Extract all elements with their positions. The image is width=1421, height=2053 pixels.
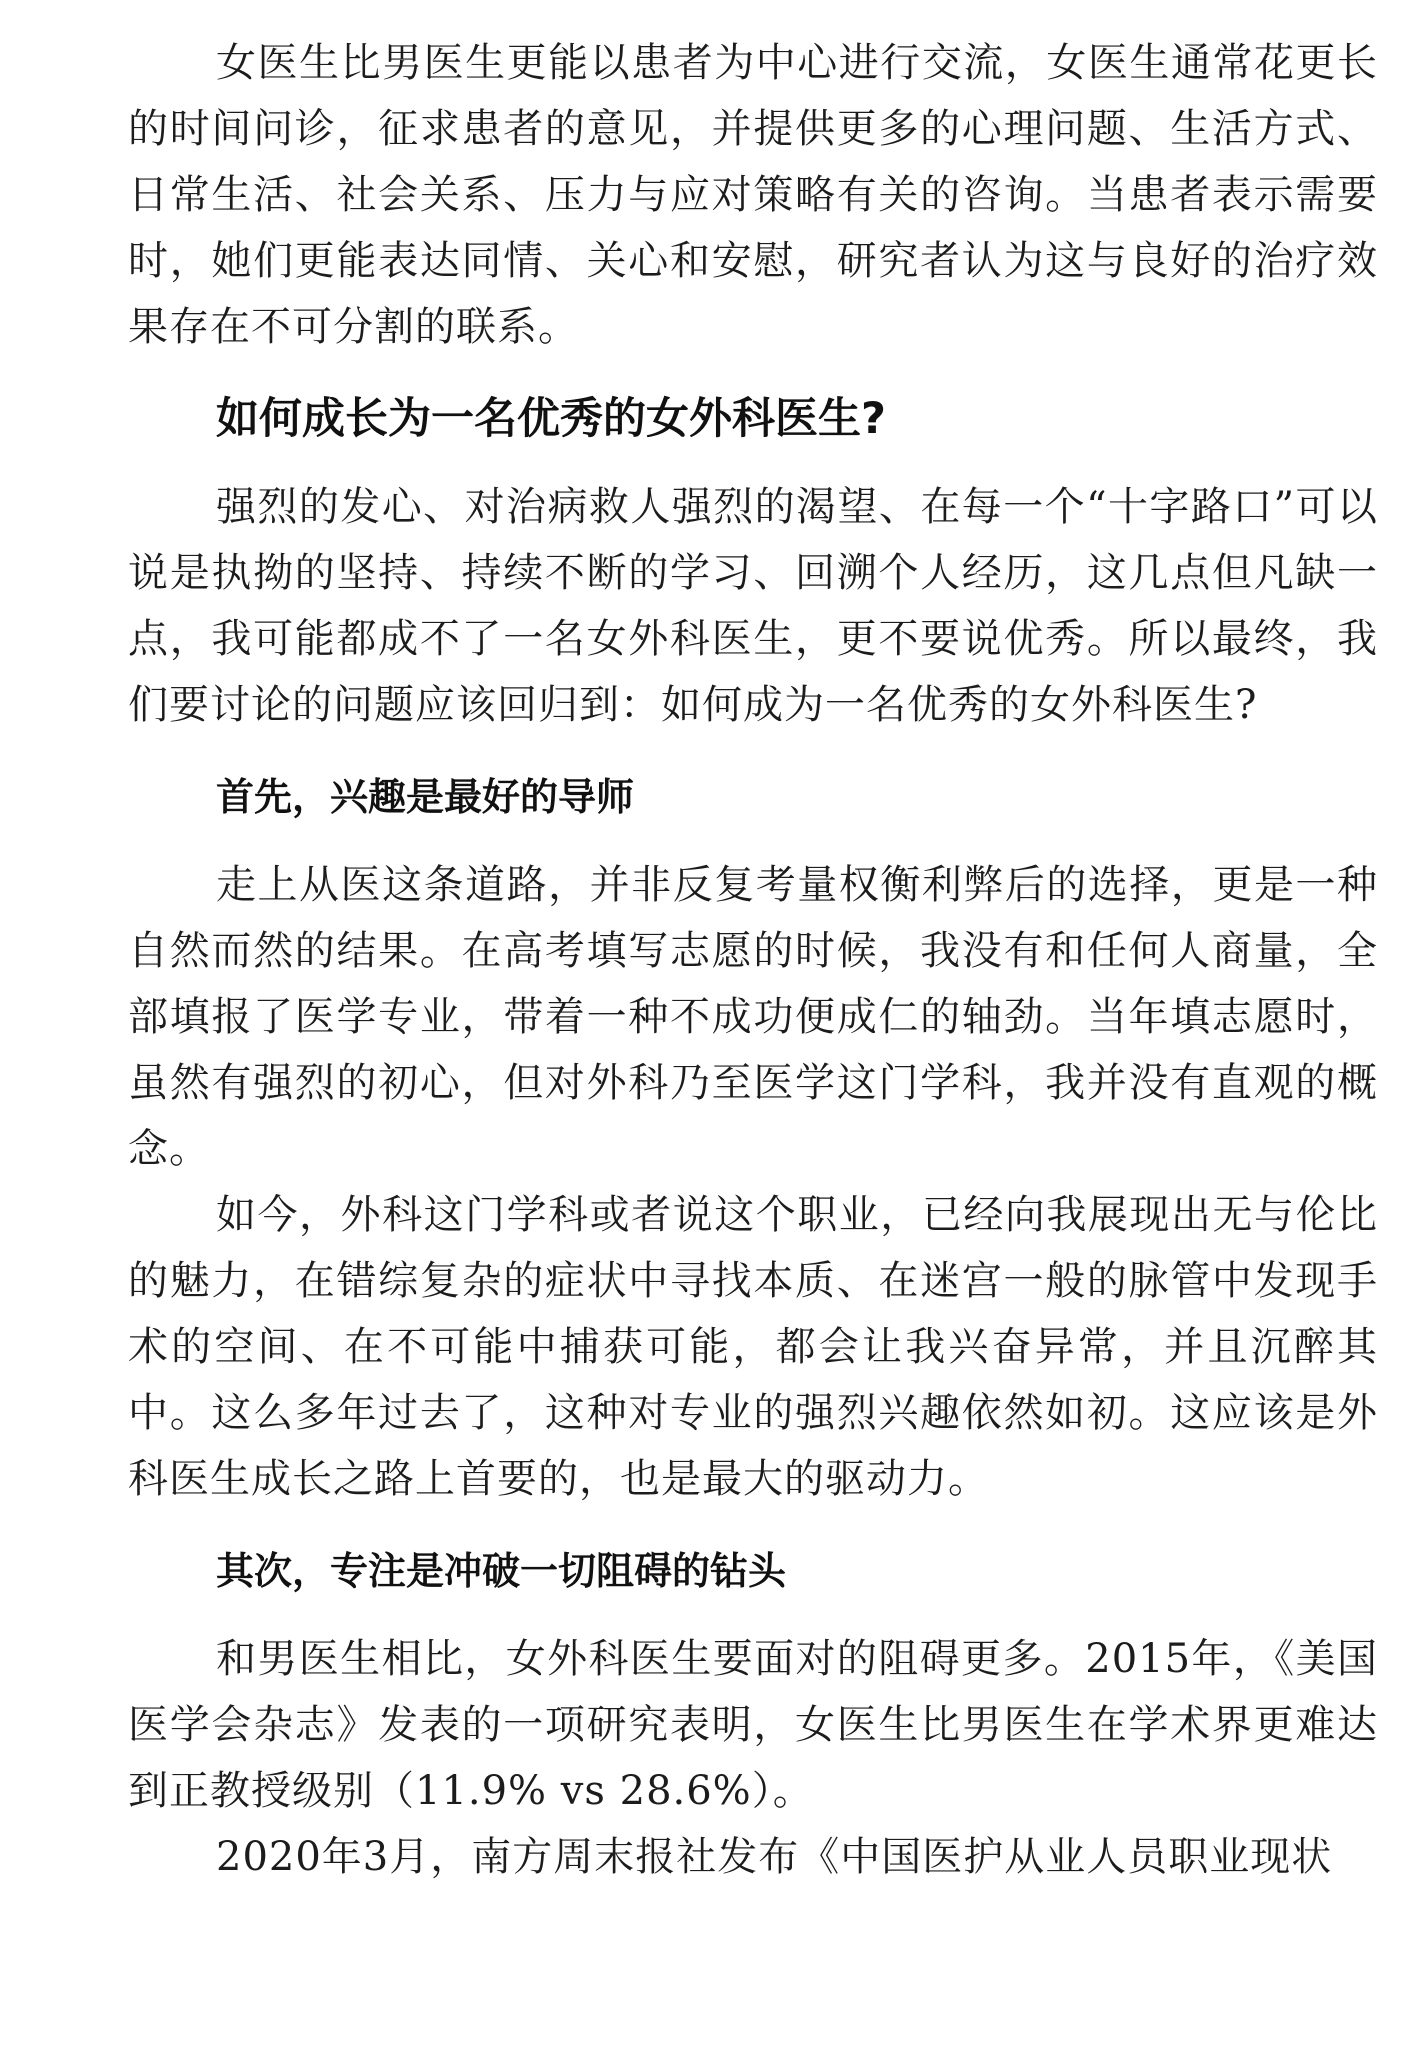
paragraph-obstacles: 和男医生相比，女外科医生要面对的阻碍更多。2015年，《美国医学会杂志》发表的一项研究表明，女医生比男医生在学术界更难达到正教授级别（11.9% vs 28.6%）。	[128, 1636, 1378, 1814]
section-heading-how-to-grow: 如何成长为一名优秀的女外科医生?	[216, 394, 886, 444]
paragraph-surgery-charm: 如今，外科这门学科或者说这个职业，已经向我展现出无与伦比的魅力，在错综复杂的症状中寻找本质、在迷宫一般的脉管中发现手术的空间、在不可能中捕获可能，都会让我兴奋异常，并且沉醉其中。这么多年过去了，这种对专业的强烈兴趣依然如初。这应该是外科医生成长之路上首要的，也是最大的驱动力。	[128, 1192, 1378, 1502]
paragraph-qualities: 强烈的发心、对治病救人强烈的渴望、在每一个“十字路口”可以说是执拗的坚持、持续不断的学习、回溯个人经历，这几点但凡缺一点，我可能都成不了一名女外科医生，更不要说优秀。所以最终，我们要讨论的问题应该回归到：如何成为一名优秀的女外科医生?	[128, 484, 1378, 728]
paragraph-female-doctors-communication: 女医生比男医生更能以患者为中心进行交流，女医生通常花更长的时间问诊，征求患者的意见，并提供更多的心理问题、生活方式、日常生活、社会关系、压力与应对策略有关的咨询。当患者表示需要时，她们更能表达同情、关心和安慰，研究者认为这与良好的治疗效果存在不可分割的联系。	[128, 40, 1378, 350]
paragraph-choosing-medicine: 走上从医这条道路，并非反复考量权衡利弊后的选择，更是一种自然而然的结果。在高考填写志愿的时候，我没有和任何人商量，全部填报了医学专业，带着一种不成功便成仁的轴劲。当年填志愿时，虽然有强烈的初心，但对外科乃至医学这门学科，我并没有直观的概念。	[128, 862, 1378, 1172]
paragraph-report-2020: 2020年3月，南方周末报社发布《中国医护从业人员职业现状	[216, 1834, 1333, 1880]
subheading-focus: 其次，专注是冲破一切阻碍的钻头	[216, 1549, 787, 1593]
subheading-interest: 首先，兴趣是最好的导师	[216, 775, 635, 819]
document-page	[128, 30, 1378, 1890]
